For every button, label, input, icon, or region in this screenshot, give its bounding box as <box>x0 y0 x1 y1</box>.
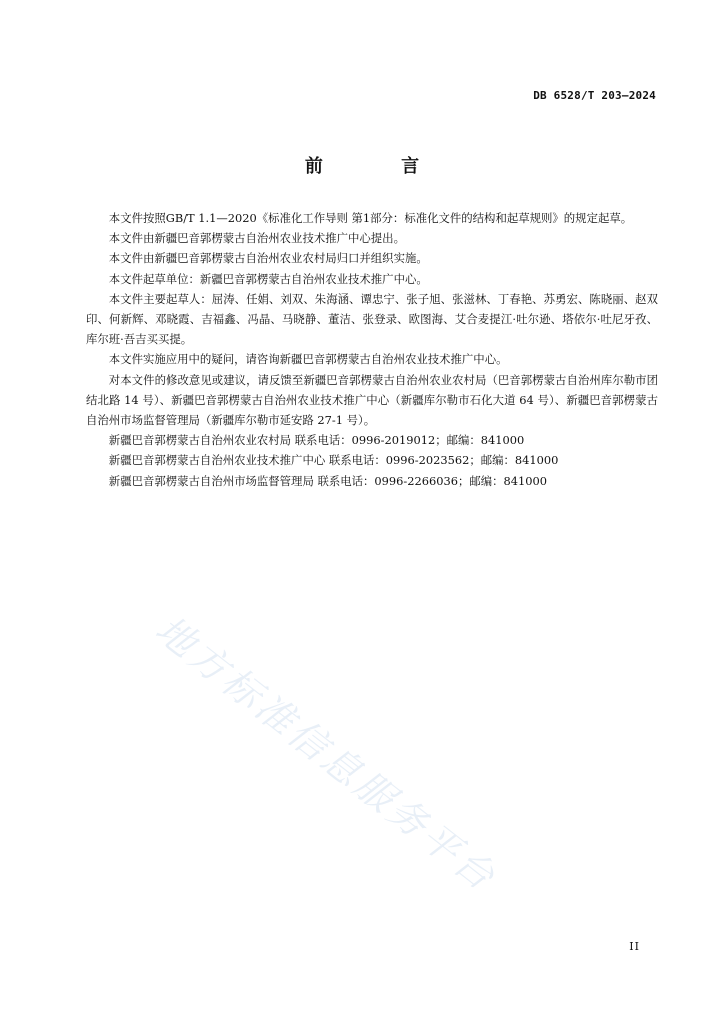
paragraph-inquiries: 本文件实施应用中的疑问，请咨询新疆巴音郭楞蒙古自治州农业技术推广中心。 <box>108 352 508 367</box>
paragraph-administrator: 本文件由新疆巴音郭楞蒙古自治州农业农村局归口并组织实施。 <box>108 251 428 266</box>
contact-line-market-supervision: 新疆巴音郭楞蒙古自治州市场监督管理局 联系电话：0996-2266036；邮编：841000 <box>108 473 548 488</box>
paragraph-drafting-unit: 本文件起草单位：新疆巴音郭楞蒙古自治州农业技术推广中心。 <box>108 271 428 286</box>
paragraph-feedback: 对本文件的修改意见或建议，请反馈至新疆巴音郭楞蒙古自治州农业农村局（巴音郭楞蒙古自治州库尔勒市团结北路 14 号）、新疆巴音郭楞蒙古自治州农业技术推广中心（新疆库尔勒市石化大道 64 号）、新疆巴音郭楞蒙古自治州市场监督管理局（新疆库尔勒市延安路 27-1 号）。 <box>86 372 658 428</box>
watermark: 地方标准信息服务平台 <box>147 607 506 901</box>
document-code: DB 6528/T 203—2024 <box>533 89 656 102</box>
paragraph-standard-basis: 本文件按照GB/T 1.1—2020《标准化工作导则 第1部分：标准化文件的结构和起草规则》的规定起草。 <box>108 211 633 225</box>
page-title: 前 言 <box>304 156 456 177</box>
foreword-body <box>86 208 658 491</box>
contact-line-agriculture-bureau: 新疆巴音郭楞蒙古自治州农业农村局 联系电话：0996-2019012；邮编：841000 <box>108 433 525 448</box>
page-number: II <box>629 940 640 953</box>
paragraph-drafters: 本文件主要起草人：屈涛、任娟、刘双、朱海涵、谭忠宁、张子旭、张滋林、丁春艳、苏勇宏、陈晓丽、赵双印、何新辉、邓晓霞、吉福鑫、冯晶、马晓静、董洁、张登录、欧图海、艾合麦提江·吐尔逊、塔依尔·吐尼牙孜、库尔班·吾吉买买提。 <box>86 291 658 347</box>
paragraph-proposer: 本文件由新疆巴音郭楞蒙古自治州农业技术推广中心提出。 <box>108 231 405 246</box>
contact-line-extension-center: 新疆巴音郭楞蒙古自治州农业技术推广中心 联系电话：0996-2023562；邮编：841000 <box>108 453 559 468</box>
